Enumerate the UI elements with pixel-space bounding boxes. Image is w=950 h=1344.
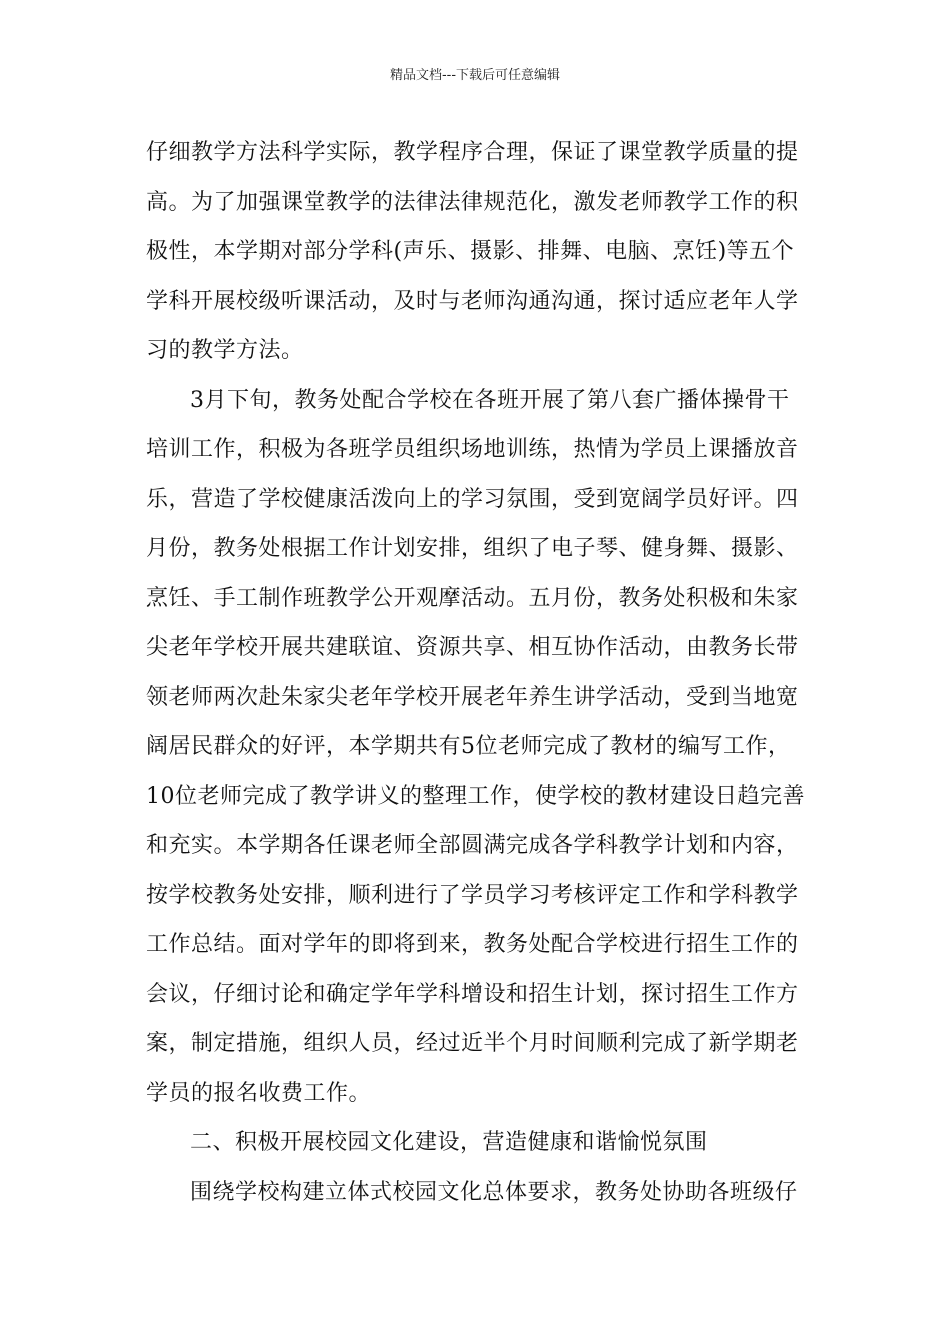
- text-line: 会议，仔细讨论和确定学年学科增设和招生计划，探讨招生工作方: [146, 981, 799, 1007]
- text-line: 高。为了加强课堂教学的法律法律规范化，激发老师教学工作的积: [146, 189, 799, 215]
- text-line: 乐，营造了学校健康活泼向上的学习氛围，受到宽阔学员好评。四: [146, 486, 799, 512]
- page-header: 精品文档---下载后可任意编辑: [389, 68, 561, 83]
- text-line: 按学校教务处安排，顺利进行了学员学习考核评定工作和学科教学: [146, 882, 799, 908]
- text-line: 工作总结。面对学年的即将到来，教务处配合学校进行招生工作的: [146, 932, 799, 957]
- paragraph-start-line: 3月下旬，教务处配合学校在各班开展了第八套广播体操骨干: [190, 387, 790, 413]
- text-line: 和充实。本学期各任课老师全部圆满完成各学科教学计划和内容，: [146, 833, 799, 858]
- body-text: [146, 133, 826, 1222]
- text-line: 月份，教务处根据工作计划安排，组织了电子琴、健身舞、摄影、: [146, 536, 799, 561]
- text-line: 仔细教学方法科学实际，教学程序合理，保证了课堂教学质量的提: [146, 140, 799, 165]
- text-line: 阔居民群众的好评，本学期共有5位老师完成了教材的编写工作，: [146, 734, 791, 759]
- text-line: 领老师两次赴朱家尖老年学校开展老年养生讲学活动，受到当地宽: [146, 684, 799, 710]
- text-line: 培训工作，积极为各班学员组织场地训练，热情为学员上课播放音: [146, 437, 799, 462]
- text-line: 案，制定措施，组织人员，经过近半个月时间顺利完成了新学期老: [146, 1031, 799, 1056]
- text-line: 习的教学方法。: [146, 338, 304, 363]
- text-line: 极性，本学期对部分学科(声乐、摄影、排舞、电脑、烹饪)等五个: [146, 239, 795, 264]
- text-line: 学科开展校级听课活动，及时与老师沟通沟通，探讨适应老年人学: [146, 288, 799, 314]
- section-heading: 二、积极开展校园文化建设，营造健康和谐愉悦氛围: [190, 1130, 708, 1155]
- text-line: 10位老师完成了教学讲义的整理工作，使学校的教材建设日趋完善: [146, 783, 805, 809]
- text-line: 学员的报名收费工作。: [146, 1080, 372, 1106]
- paragraph-start-line: 围绕学校构建立体式校园文化总体要求，教务处协助各班级仔: [190, 1179, 798, 1205]
- text-line: 尖老年学校开展共建联谊、资源共享、相互协作活动，由教务长带: [146, 635, 799, 660]
- text-line: 烹饪、手工制作班教学公开观摩活动。五月份，教务处积极和朱家: [146, 585, 799, 611]
